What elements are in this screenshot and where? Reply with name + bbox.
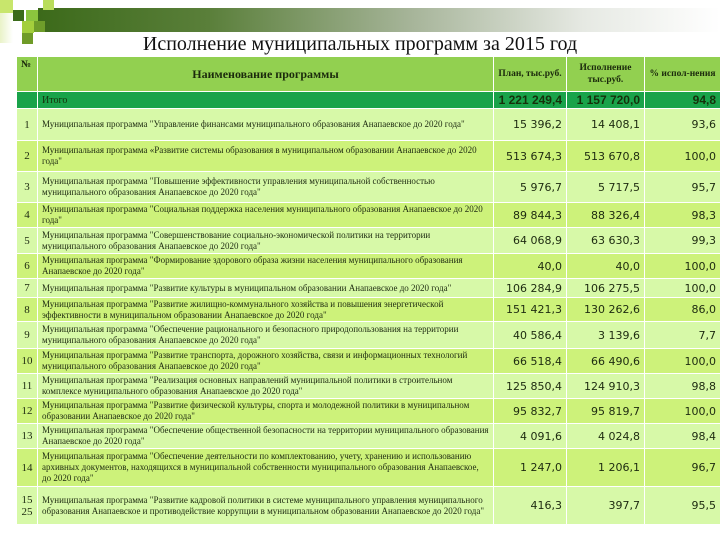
program-name: Муниципальная программа "Развитие транспорта, дорожного хозяйства, связи и информационных технологий муниципального образования Анапаевское до 2020 года" [38, 349, 494, 374]
program-name: Муниципальная программа "Развитие культуры в муниципальном образовании Анапаевское до 2020 года" [38, 279, 494, 298]
exec-value: 14 408,1 [567, 109, 645, 141]
pct-value: 96,7 [645, 449, 720, 487]
row-number: 8 [17, 298, 38, 322]
decor-square [34, 21, 45, 32]
row-number: 6 [17, 254, 38, 279]
decor-square [22, 21, 34, 33]
plan-value: 5 976,7 [494, 172, 567, 203]
table-row [17, 141, 720, 172]
row-number: 1 [17, 109, 38, 141]
exec-value: 63 630,3 [567, 228, 645, 254]
program-name: Муниципальная программа "Совершенствование социально-экономической политики на территории муниципального образования Анапаевское до 2020 года" [38, 228, 494, 254]
exec-value: 88 326,4 [567, 203, 645, 228]
exec-value: 1 206,1 [567, 449, 645, 487]
pct-value: 99,3 [645, 228, 720, 254]
pct-value: 100,0 [645, 141, 720, 172]
plan-value: 125 850,4 [494, 374, 567, 399]
row-number: 3 [17, 172, 38, 203]
table-row [17, 487, 720, 525]
plan-value: 106 284,9 [494, 279, 567, 298]
row-number: 5 [17, 228, 38, 254]
plan-value: 40,0 [494, 254, 567, 279]
table-row [17, 298, 720, 322]
row-number: 11 [17, 374, 38, 399]
exec-value: 3 139,6 [567, 322, 645, 349]
plan-value: 15 396,2 [494, 109, 567, 141]
plan-value: 151 421,3 [494, 298, 567, 322]
col-header-exec: Исполнение тыс.руб. [567, 57, 645, 92]
table-header-row [17, 57, 720, 92]
exec-value: 66 490,6 [567, 349, 645, 374]
total-pct: 94,8 [645, 92, 720, 109]
row-number: 9 [17, 322, 38, 349]
table-row [17, 109, 720, 141]
pct-value: 100,0 [645, 399, 720, 424]
pct-value: 100,0 [645, 349, 720, 374]
plan-value: 4 091,6 [494, 424, 567, 449]
exec-value: 4 024,8 [567, 424, 645, 449]
program-name: Муниципальная программа "Обеспечение общественной безопасности на территории муниципального образования Анапаевское до 2020 года" [38, 424, 494, 449]
program-name: Муниципальная программа «Развитие системы образования в муниципальном образовании Анапаевское до 2020 года" [38, 141, 494, 172]
plan-value: 64 068,9 [494, 228, 567, 254]
program-name: Муниципальная программа "Формирование здорового образа жизни населения муниципального образования Анапаевское до 2020 года" [38, 254, 494, 279]
plan-value: 416,3 [494, 487, 567, 525]
table-row [17, 228, 720, 254]
exec-value: 513 670,8 [567, 141, 645, 172]
decor-square [0, 0, 13, 13]
row-number: 4 [17, 203, 38, 228]
pct-value: 98,8 [645, 374, 720, 399]
pct-value: 95,5 [645, 487, 720, 525]
row-number: 2 [17, 141, 38, 172]
table-row [17, 374, 720, 399]
exec-value: 95 819,7 [567, 399, 645, 424]
col-header-name: Наименование программы [38, 57, 494, 92]
total-label: Итого [38, 92, 494, 109]
program-name: Муниципальная программа "Социальная поддержка населения муниципального образования Анапаевское до 2020 года" [38, 203, 494, 228]
exec-value: 5 717,5 [567, 172, 645, 203]
table-row [17, 424, 720, 449]
program-name: Муниципальная программа "Развитие жилищно-коммунального хозяйства и повышения энергетической эффективности в муниципальном образовании Анапаевское до 2020 года" [38, 298, 494, 322]
col-header-pct: % испол-нения [645, 57, 720, 92]
total-no [17, 92, 38, 109]
page-title: Исполнение муниципальных программ за 2015 год [142, 33, 578, 55]
decor-square [43, 0, 54, 10]
plan-value: 40 586,4 [494, 322, 567, 349]
pct-value: 95,7 [645, 172, 720, 203]
table-row [17, 399, 720, 424]
row-number: 7 [17, 279, 38, 298]
plan-value: 513 674,3 [494, 141, 567, 172]
plan-value: 1 247,0 [494, 449, 567, 487]
row-number: 10 [17, 349, 38, 374]
pct-value: 86,0 [645, 298, 720, 322]
program-name: Муниципальная программа "Повышение эффективности управления муниципальной собственностью муниципального образования Анапаевское до 2020 года" [38, 172, 494, 203]
pct-value: 98,3 [645, 203, 720, 228]
plan-value: 95 832,7 [494, 399, 567, 424]
plan-value: 66 518,4 [494, 349, 567, 374]
total-plan: 1 221 249,4 [494, 92, 567, 109]
exec-value: 124 910,3 [567, 374, 645, 399]
pct-value: 100,0 [645, 254, 720, 279]
pct-value: 98,4 [645, 424, 720, 449]
exec-value: 40,0 [567, 254, 645, 279]
table-row [17, 203, 720, 228]
page-number: 25 [21, 505, 33, 518]
row-number: 13 [17, 424, 38, 449]
pct-value: 93,6 [645, 109, 720, 141]
program-name: Муниципальная программа "Обеспечение деятельности по комплектованию, учету, хранению и использованию архивных документов, находящихся в муниципальной собственности муниципального образования Анапаевское, до 2020 года" [38, 449, 494, 487]
table-row [17, 254, 720, 279]
exec-value: 397,7 [567, 487, 645, 525]
pct-value: 7,7 [645, 322, 720, 349]
total-row [17, 92, 720, 109]
exec-value: 106 275,5 [567, 279, 645, 298]
program-name: Муниципальная программа "Реализация основных направлений муниципальной политики в строительном комплексе муниципального образования Анапаевское до 2020 года" [38, 374, 494, 399]
total-exec: 1 157 720,0 [567, 92, 645, 109]
col-header-plan: План, тыс.руб. [494, 57, 567, 92]
table-row [17, 449, 720, 487]
program-name: Муниципальная программа "Управление финансами муниципального образования Анапаевское до 2020 года" [38, 109, 494, 141]
exec-value: 130 262,6 [567, 298, 645, 322]
table-row [17, 322, 720, 349]
row-number: 14 [17, 449, 38, 487]
row-number: 12 [17, 399, 38, 424]
gradient-bar [38, 8, 720, 32]
pct-value: 100,0 [645, 279, 720, 298]
decor-square [13, 10, 24, 21]
program-name: Муниципальная программа "Развитие физической культуры, спорта и молодежной политики в муниципальном образовании Анапаевское до 2020 года" [38, 399, 494, 424]
program-name: Муниципальная программа "Развитие кадровой политики в системе муниципального управления муниципального образования Анапаевское и противодействие коррупции в муниципальном образовании Анапаевское до 2020 года" [38, 487, 494, 525]
col-header-no: № [17, 57, 38, 92]
programs-table [16, 56, 720, 525]
plan-value: 89 844,3 [494, 203, 567, 228]
table-row [17, 172, 720, 203]
row-number: 15 25 [17, 487, 38, 525]
table-row [17, 279, 720, 298]
table-row [17, 349, 720, 374]
program-name: Муниципальная программа "Обеспечение рационального и безопасного природопользования на территории муниципального образования Анапаевское до 2020 года" [38, 322, 494, 349]
